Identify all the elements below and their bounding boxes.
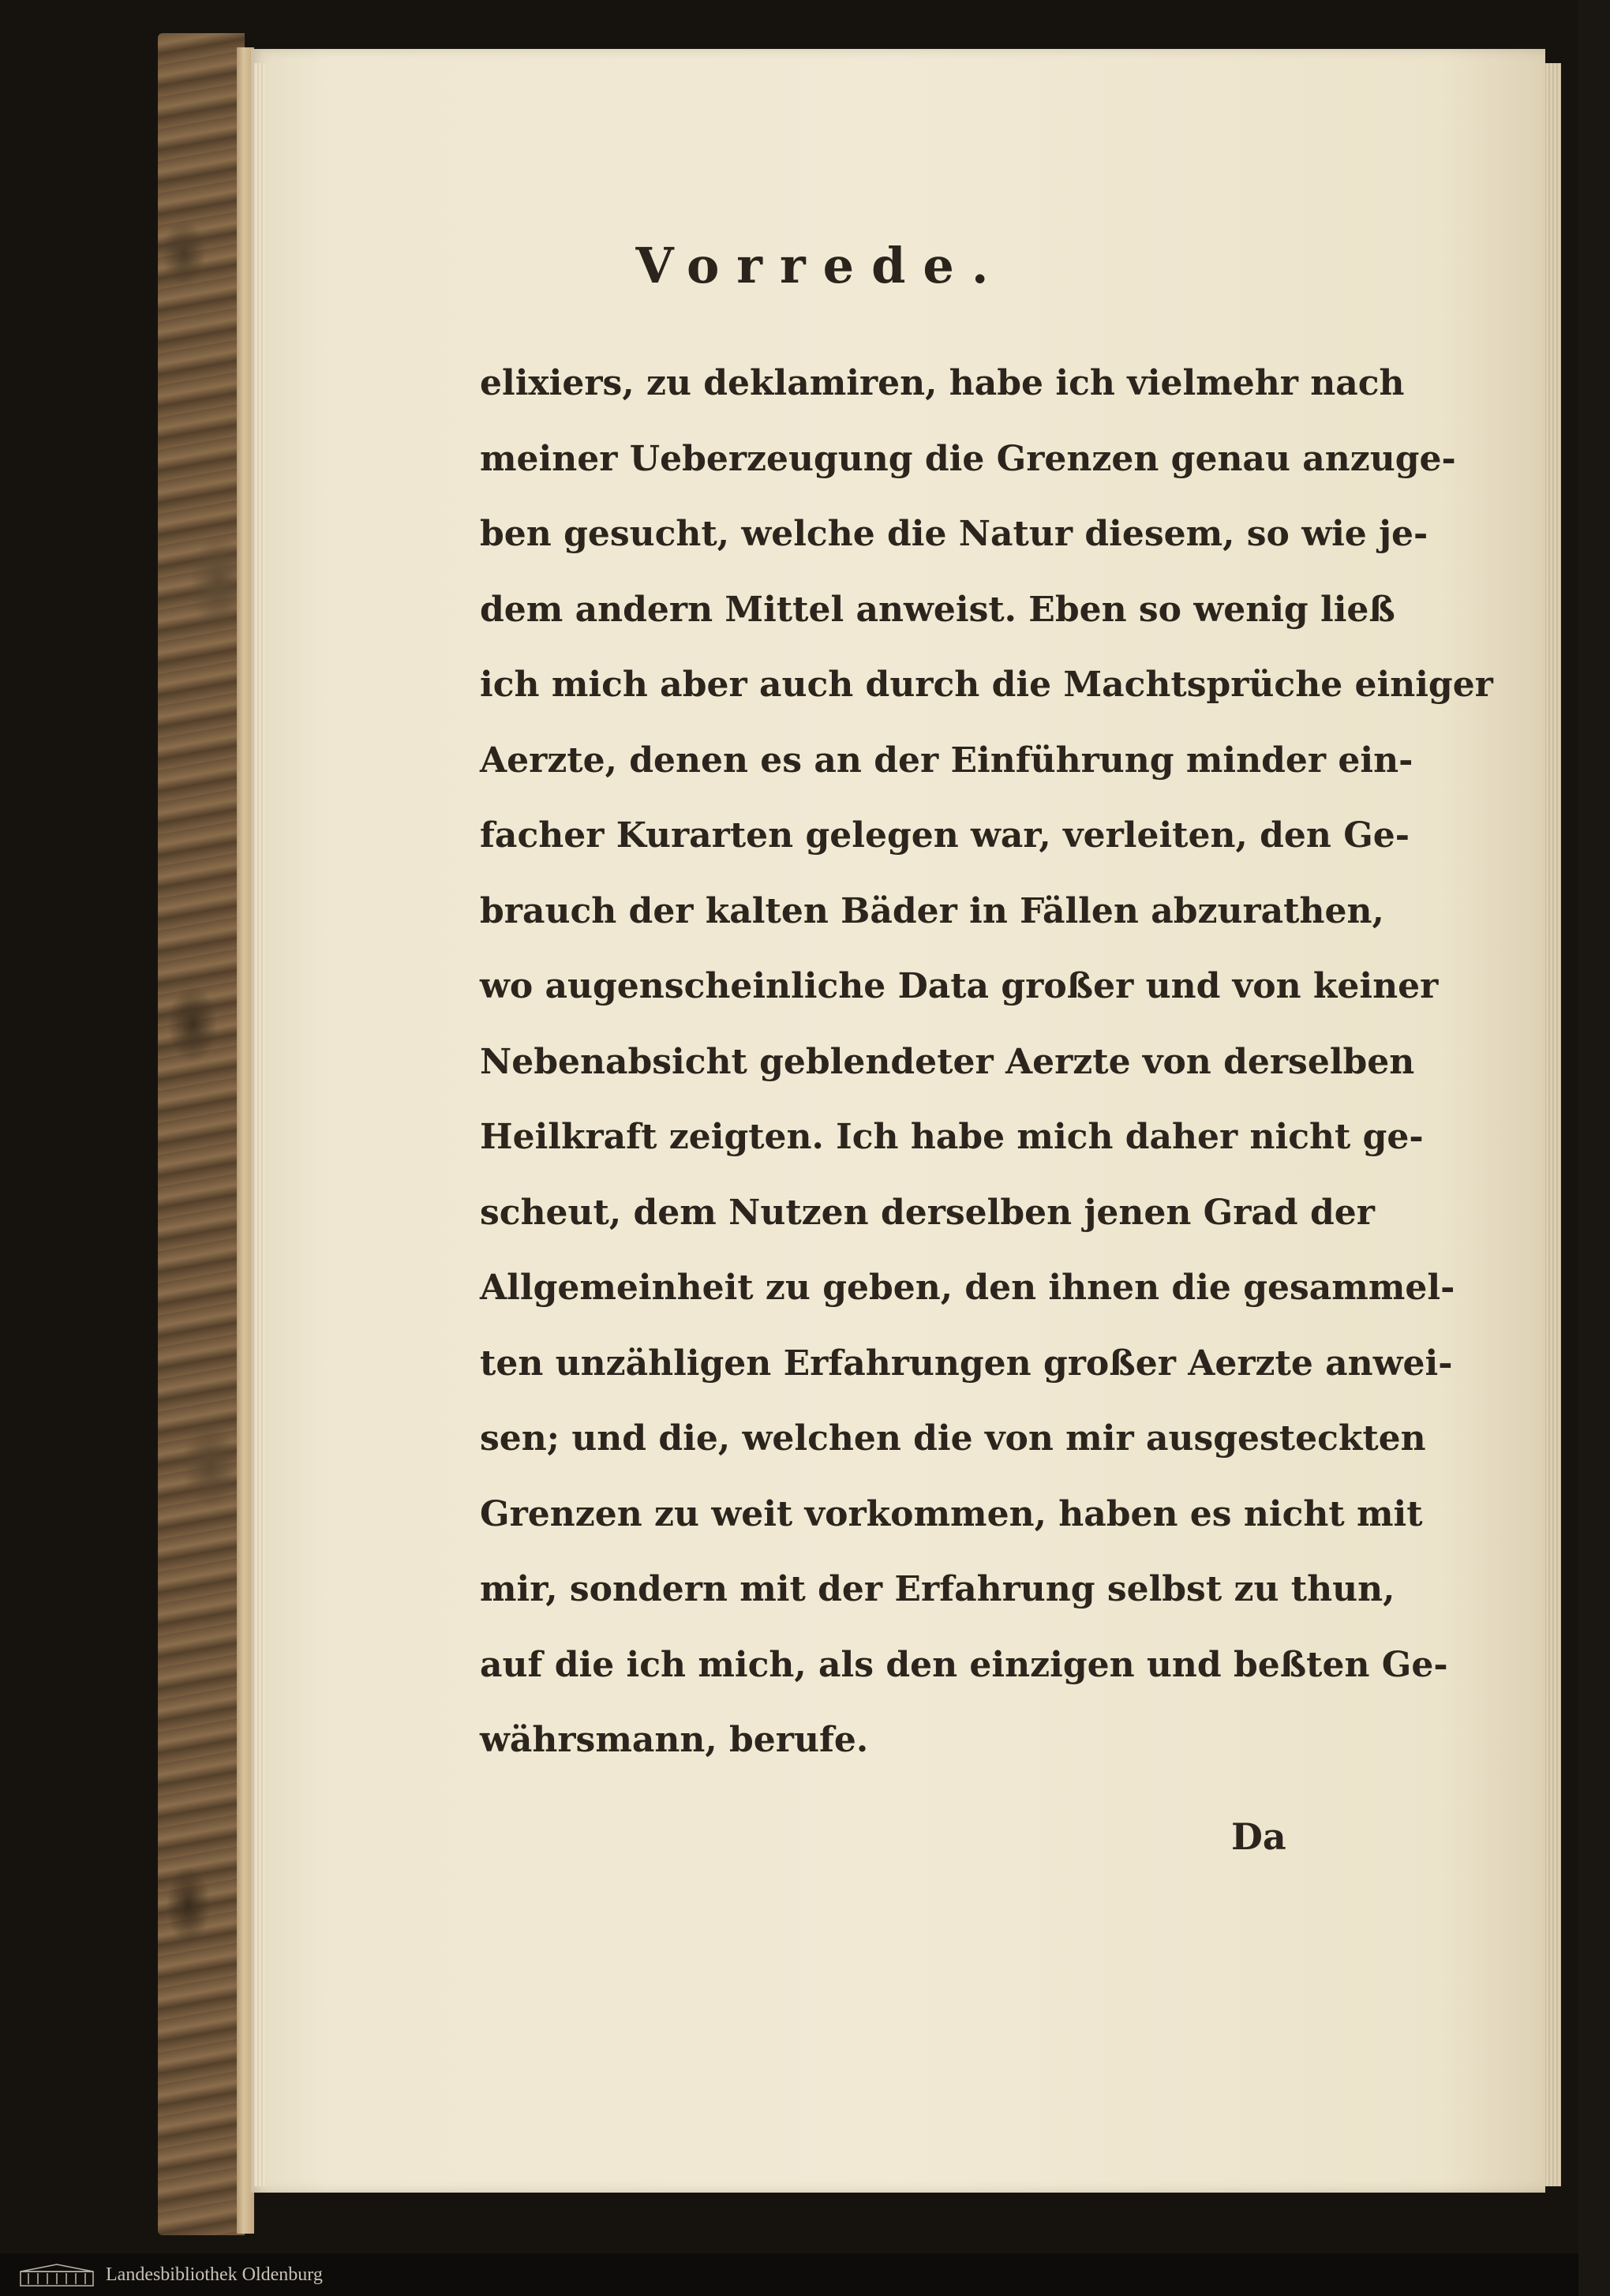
text-line: wo augenscheinliche Data großer und von keiner: [480, 966, 1439, 1006]
text-line: facher Kurarten gelegen war, verleiten, den Ge-: [480, 815, 1410, 856]
text-line: elixiers, zu deklamiren, habe ich vielmehr nach: [480, 363, 1405, 403]
catchword: Da: [1231, 1815, 1286, 1858]
text-line: ich mich aber auch durch die Machtsprüche einiger: [480, 665, 1493, 705]
library-credit: Landesbibliothek Oldenburg: [106, 2264, 323, 2285]
text-line: ten unzähligen Erfahrungen großer Aerzte anwei-: [480, 1343, 1453, 1384]
page-stack-left: [254, 63, 265, 2186]
text-line: währsmann, berufe.: [480, 1720, 869, 1760]
text-line: mir, sondern mit der Erfahrung selbst zu thun,: [480, 1569, 1395, 1609]
text-line: ben gesucht, welche die Natur diesem, so wie je-: [480, 514, 1428, 554]
text-line: auf die ich mich, als den einzigen und beßten Ge-: [480, 1644, 1448, 1685]
text-line: Grenzen zu weit vorkommen, haben es nicht mit: [480, 1493, 1423, 1534]
text-line: Nebenabsicht geblendeter Aerzte von derselben: [480, 1041, 1415, 1082]
text-line: dem andern Mittel anweist. Eben so wenig ließ: [480, 589, 1395, 630]
text-line: Allgemeinheit zu geben, den ihnen die gesammel-: [480, 1268, 1455, 1308]
text-line: scheut, dem Nutzen derselben jenen Grad der: [480, 1192, 1375, 1233]
text-line: Aerzte, denen es an der Einführung minder ein-: [480, 740, 1413, 781]
marbled-cover: [158, 33, 245, 2235]
text-line: Heilkraft zeigten. Ich habe mich daher nicht ge-: [480, 1117, 1424, 1157]
text-line: brauch der kalten Bäder in Fällen abzurathen,: [480, 890, 1384, 931]
running-header: Vorrede.: [635, 237, 1006, 294]
text-line: sen; und die, welchen die von mir ausgesteckten: [480, 1418, 1426, 1459]
page-body-text: [480, 346, 1493, 1778]
library-building-icon: [17, 2262, 96, 2287]
page-stack-right: [1545, 63, 1561, 2186]
text-line: meiner Ueberzeugung die Grenzen genau anzuge-: [480, 438, 1456, 479]
